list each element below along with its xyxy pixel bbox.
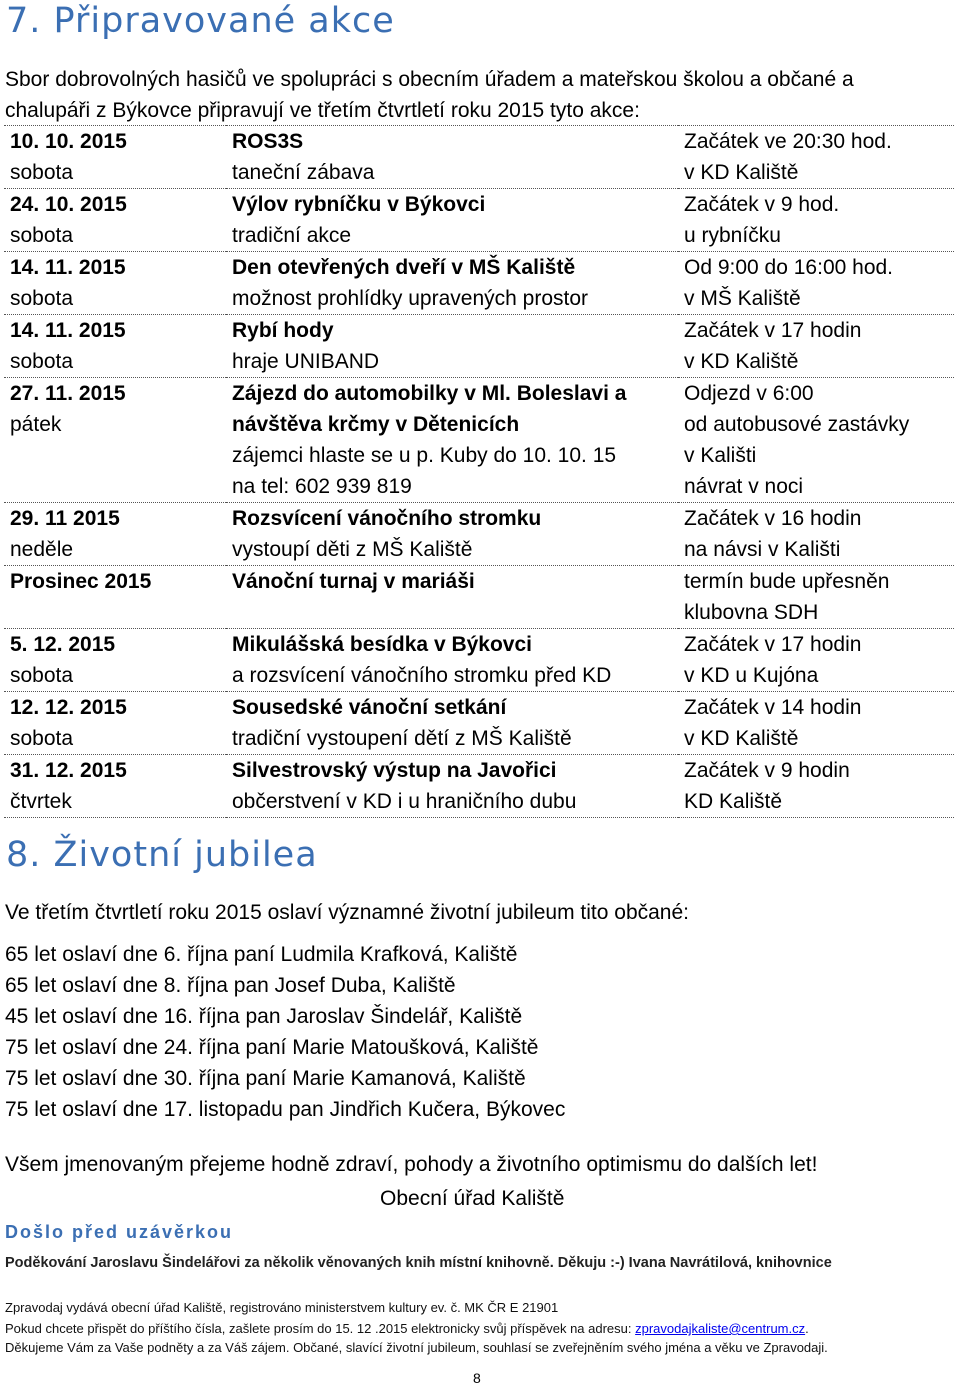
jubilee-item: 65 let oslaví dne 8. října pan Josef Duba, Kaliště xyxy=(5,974,456,997)
event-info: na návsi v Kališti xyxy=(684,538,841,561)
event-day: neděle xyxy=(10,538,74,561)
event-date-cell xyxy=(4,189,226,252)
late-news-title: Došlo před uzávěrkou xyxy=(5,1222,234,1242)
event-date-cell xyxy=(4,755,226,818)
event-date-cell xyxy=(4,315,226,378)
jubilee-item: 45 let oslaví dne 16. října pan Jaroslav Šindelář, Kaliště xyxy=(5,1005,523,1028)
event-day: sobota xyxy=(10,727,74,750)
event-info-cell xyxy=(678,692,954,755)
jubilee-item: 75 let oslaví dne 30. října paní Marie Kamanová, Kaliště xyxy=(5,1067,526,1090)
event-date-cell xyxy=(4,566,226,629)
event-title-cell xyxy=(226,252,678,315)
event-date-cell xyxy=(4,692,226,755)
event-detail: na tel: 602 939 819 xyxy=(232,475,412,498)
event-date: 14. 11. 2015 xyxy=(10,256,126,279)
event-detail: vystoupí děti z MŠ Kaliště xyxy=(232,538,473,561)
section-7-intro-line-2: chalupáři z Býkovce připravují ve třetím čtvrtletí roku 2015 tyto akce: xyxy=(5,99,640,122)
event-info-cell xyxy=(678,126,954,189)
event-info: termín bude upřesněn xyxy=(684,570,890,593)
event-date: 12. 12. 2015 xyxy=(10,696,127,719)
jubilee-item: 75 let oslaví dne 17. listopadu pan Jindřich Kučera, Býkovec xyxy=(5,1098,566,1121)
event-info: v KD Kaliště xyxy=(684,350,799,373)
signature: Obecní úřad Kaliště xyxy=(380,1187,565,1210)
event-day: sobota xyxy=(10,350,74,373)
event-title-cell xyxy=(226,126,678,189)
event-detail: tradiční akce xyxy=(232,224,352,247)
event-title: Rozsvícení vánočního stromku xyxy=(232,507,542,530)
event-day: sobota xyxy=(10,224,74,247)
event-detail: možnost prohlídky upravených prostor xyxy=(232,287,589,310)
event-info: Odjezd v 6:00 xyxy=(684,382,814,405)
jubilee-item: 75 let oslaví dne 24. října paní Marie Matoušková, Kaliště xyxy=(5,1036,539,1059)
event-info: v KD Kaliště xyxy=(684,727,799,750)
event-info: klubovna SDH xyxy=(684,601,819,624)
event-title-cell xyxy=(226,755,678,818)
event-date-cell xyxy=(4,503,226,566)
footer-text-end: . xyxy=(805,1321,809,1336)
event-info-cell xyxy=(678,566,954,629)
event-info: návrat v noci xyxy=(684,475,804,498)
event-info-cell xyxy=(678,755,954,818)
event-date-cell xyxy=(4,126,226,189)
event-info: v KD u Kujóna xyxy=(684,664,819,687)
event-info: Začátek ve 20:30 hod. xyxy=(684,130,892,153)
event-info: Začátek v 9 hodin xyxy=(684,759,850,782)
event-title-cell xyxy=(226,692,678,755)
event-info: od autobusové zastávky xyxy=(684,413,910,436)
event-detail: zájemci hlaste se u p. Kuby do 10. 10. 15 xyxy=(232,444,617,467)
event-info: Začátek v 14 hodin xyxy=(684,696,862,719)
event-info-cell xyxy=(678,189,954,252)
late-news-text: Poděkování Jaroslavu Šindelářovi za několik věnovaných knih místní knihovně. Děkuju :-) Ivana Navrátilová, knihovnice xyxy=(5,1255,832,1271)
section-7-title: 7. Připravované akce xyxy=(6,1,395,41)
event-row xyxy=(4,126,954,189)
event-row xyxy=(4,629,954,692)
event-info: u rybníčku xyxy=(684,224,781,247)
event-title-cell xyxy=(226,503,678,566)
event-title: Den otevřených dveří v MŠ Kaliště xyxy=(232,256,576,279)
jubilee-intro: Ve třetím čtvrtletí roku 2015 oslaví významné životní jubileum tito občané: xyxy=(5,901,689,924)
section-7-intro-line-1: Sbor dobrovolných hasičů ve spolupráci s obecním úřadem a mateřskou školou a občané a xyxy=(5,68,854,91)
event-row xyxy=(4,315,954,378)
event-title-cell xyxy=(226,566,678,629)
event-row xyxy=(4,755,954,818)
event-row xyxy=(4,252,954,315)
event-info: Začátek v 17 hodin xyxy=(684,633,862,656)
event-info: Začátek v 17 hodin xyxy=(684,319,862,342)
event-detail: a rozsvícení vánočního stromku před KD xyxy=(232,664,612,687)
event-date: 31. 12. 2015 xyxy=(10,759,127,782)
event-title: ROS3S xyxy=(232,130,304,153)
event-row xyxy=(4,503,954,566)
event-title: Rybí hody xyxy=(232,319,334,342)
section-8-title: 8. Životní jubilea xyxy=(6,835,318,875)
page-number: 8 xyxy=(473,1370,481,1386)
event-title: Mikulášská besídka v Býkovci xyxy=(232,633,532,656)
footer-line-3: Děkujeme Vám za Vaše podněty a za Váš zájem. Občané, slavící životní jubileum, souhlasí se zveřejněním svého jména a věku ve Zpravodaji. xyxy=(5,1340,828,1355)
jubilee-item: 65 let oslaví dne 6. října paní Ludmila Krafková, Kaliště xyxy=(5,943,518,966)
event-date: Prosinec 2015 xyxy=(10,570,152,593)
event-day: pátek xyxy=(10,413,62,436)
event-title: návštěva krčmy v Dětenicích xyxy=(232,413,520,436)
event-info-cell xyxy=(678,252,954,315)
event-title: Výlov rybníčku v Býkovci xyxy=(232,193,486,216)
event-info-cell xyxy=(678,503,954,566)
event-title: Silvestrovský výstup na Javořici xyxy=(232,759,557,782)
event-info: v Kališti xyxy=(684,444,757,467)
event-day: sobota xyxy=(10,287,74,310)
event-row xyxy=(4,566,954,629)
event-detail: hraje UNIBAND xyxy=(232,350,380,373)
footer-text: Pokud chcete přispět do příštího čísla, zašlete prosím do 15. 12 .2015 elektronicky svůj příspěvek na adresu: xyxy=(5,1321,636,1336)
event-title: Vánoční turnaj v mariáši xyxy=(232,570,475,593)
event-title-cell xyxy=(226,189,678,252)
event-title: Zájezd do automobilky v Ml. Boleslavi a xyxy=(232,382,627,405)
jubilee-wish: Všem jmenovaným přejeme hodně zdraví, pohody a životního optimismu do dalších let! xyxy=(5,1153,818,1176)
event-title: Sousedské vánoční setkání xyxy=(232,696,507,719)
event-title-cell xyxy=(226,378,678,503)
event-day: sobota xyxy=(10,664,74,687)
event-date: 10. 10. 2015 xyxy=(10,130,127,153)
event-date-cell xyxy=(4,629,226,692)
event-detail: občerstvení v KD i u hraničního dubu xyxy=(232,790,577,813)
event-info: Začátek v 16 hodin xyxy=(684,507,862,530)
email-link[interactable]: zpravodajkaliste@centrum.cz xyxy=(635,1321,806,1336)
event-detail: taneční zábava xyxy=(232,161,375,184)
event-day: sobota xyxy=(10,161,74,184)
event-date: 29. 11 2015 xyxy=(10,507,120,530)
event-date: 24. 10. 2015 xyxy=(10,193,127,216)
event-title-cell xyxy=(226,629,678,692)
event-date-cell xyxy=(4,378,226,503)
event-day: čtvrtek xyxy=(10,790,72,813)
event-date: 14. 11. 2015 xyxy=(10,319,126,342)
event-date-cell xyxy=(4,252,226,315)
event-date: 5. 12. 2015 xyxy=(10,633,116,656)
footer-line-2 xyxy=(5,1320,809,1338)
event-info: Od 9:00 do 16:00 hod. xyxy=(684,256,894,279)
event-info-cell xyxy=(678,315,954,378)
event-row xyxy=(4,378,954,503)
event-info-cell xyxy=(678,629,954,692)
event-date: 27. 11. 2015 xyxy=(10,382,126,405)
event-info: KD Kaliště xyxy=(684,790,783,813)
event-row xyxy=(4,692,954,755)
event-info: Začátek v 9 hod. xyxy=(684,193,840,216)
event-info-cell xyxy=(678,378,954,503)
event-row xyxy=(4,189,954,252)
event-info: v MŠ Kaliště xyxy=(684,287,801,310)
event-detail: tradiční vystoupení dětí z MŠ Kaliště xyxy=(232,727,572,750)
event-title-cell xyxy=(226,315,678,378)
footer-line-1: Zpravodaj vydává obecní úřad Kaliště, registrováno ministerstvem kultury ev. č. MK ČR E 21901 xyxy=(5,1300,559,1315)
events-table xyxy=(4,125,954,818)
event-info: v KD Kaliště xyxy=(684,161,799,184)
